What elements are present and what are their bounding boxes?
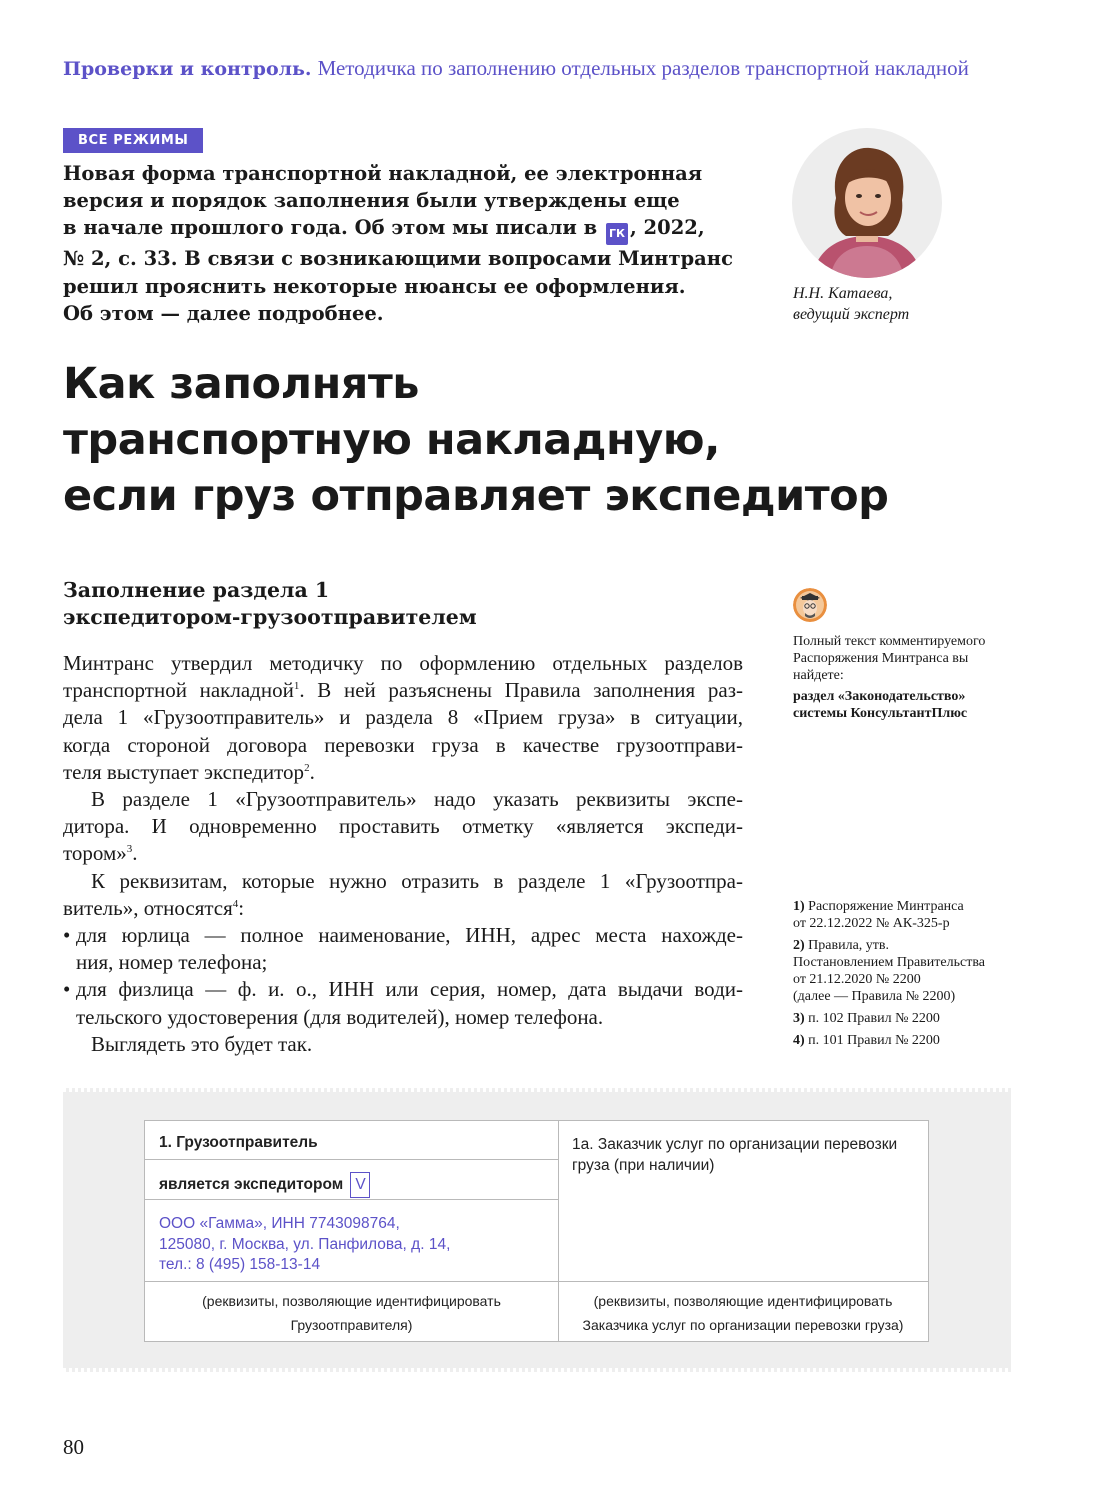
- title-line: если груз отправляет экспедитор: [63, 471, 889, 521]
- footnotes: [793, 898, 1033, 1054]
- section-1a-label: 1а. Заказчик услуг по организации перевозки груза (при наличии): [572, 1136, 898, 1174]
- consultant-plus-icon: [793, 588, 827, 622]
- lead-paragraph: [63, 160, 753, 327]
- body-line: Минтранс утвердил методичку по оформлению отдельных разделов: [63, 651, 743, 675]
- caption-customer: (реквизиты, позволяющие идентифицировать Заказчика услуг по организации перевозки груза): [582, 1293, 904, 1333]
- lead-line: № 2, с. 33. В связи с возникающими вопросами Минтранс: [63, 247, 733, 271]
- footnote-ref: 1: [293, 680, 300, 693]
- bullet-line: • для юрлица — полное наименование, ИНН, адрес места нахожде-: [63, 922, 743, 949]
- header-section: Проверки и контроль.: [63, 58, 312, 80]
- author-caption: [793, 283, 1013, 325]
- note-line-bold: раздел «Законодательство»: [793, 689, 966, 704]
- tax-regime-badge: ВСЕ РЕЖИМЫ: [63, 128, 203, 153]
- shipper-details: [159, 1214, 450, 1276]
- bullet-line: ния, номер телефона;: [76, 950, 268, 975]
- row-divider: [145, 1199, 558, 1200]
- header-subtitle: Методичка по заполнению отдельных разделов транспортной накладной: [317, 56, 969, 80]
- waybill-section-1-form: [144, 1120, 929, 1342]
- body-line: витель», относятся$^4$:: [63, 895, 245, 920]
- page-number: 80: [63, 1435, 84, 1459]
- shipper-line: 125080, г. Москва, ул. Панфилова, д. 14,: [159, 1235, 451, 1253]
- running-header: [63, 56, 1063, 81]
- title-line: транспортную накладную,: [63, 415, 720, 465]
- shipper-line: тел.: 8 (495) 158-13-14: [159, 1256, 321, 1273]
- article-body: [63, 650, 743, 1058]
- body-line: транспортной накладной$^1$. В ней разъяснены Правила заполнения раз-: [63, 678, 743, 703]
- lead-line: версия и порядок заполнения были утверждены еще: [63, 189, 680, 213]
- footnote-item: 1) Распоряжение Минтранса от 22.12.2022 № АК-325-р: [793, 899, 964, 931]
- body-line: дела 1 «Грузоотправитель» и раздела 8 «Прием груза» в ситуации,: [63, 705, 743, 730]
- shipper-line: ООО «Гамма», ИНН 7743098764,: [159, 1215, 400, 1232]
- body-line: дитора. И одновременно проставить отметку «является экспеди-: [63, 814, 743, 839]
- bullet-icon: •: [63, 923, 71, 948]
- lead-line: Новая форма транспортной накладной, ее электронная: [63, 162, 703, 185]
- lead-line: Об этом — далее подробнее.: [63, 301, 384, 325]
- author-name: Н.Н. Катаева,: [793, 285, 893, 302]
- note-line-bold: системы КонсультантПлюс: [793, 706, 968, 721]
- heading-line: Заполнение раздела 1: [63, 578, 330, 602]
- body-line: теля выступает экспедитор$^2$.: [63, 759, 315, 784]
- body-line: Выглядеть это будет так.: [91, 1031, 313, 1056]
- row-divider: [145, 1159, 558, 1160]
- bullet-icon: •: [63, 977, 71, 1002]
- heading-line: экспедитором-грузоотправителем: [63, 605, 477, 629]
- gk-journal-logo-icon: ГК: [606, 223, 628, 245]
- body-line: когда стороной договора перевозки груза в качестве грузоотправи-: [63, 732, 743, 757]
- sidebar-note: [793, 633, 1033, 722]
- expeditor-flag: является экспедитором V: [159, 1172, 370, 1198]
- footnote-item: 2) Правила, утв. Постановлением Правительства от 21.12.2020 № 2200 (далее — Правила № 2200): [793, 938, 985, 1004]
- bullet-line: • для физлица — ф. и. о., ИНН или серия, номер, дата выдачи води-: [63, 976, 743, 1003]
- column-divider: [558, 1121, 559, 1281]
- note-line: Полный текст комментируемого: [793, 634, 986, 649]
- note-line: Распоряжения Минтранса вы: [793, 651, 969, 666]
- footnote-ref: 2: [304, 761, 310, 774]
- bullet-line: тельского удостоверения (для водителей), номер телефона.: [76, 1004, 604, 1029]
- body-line: К реквизитам, которые нужно отразить в разделе 1 «Грузоотпра-: [91, 868, 743, 893]
- expeditor-checkbox[interactable]: V: [350, 1172, 370, 1198]
- article-title: [63, 356, 1063, 524]
- note-line: найдете:: [793, 668, 844, 683]
- footnote-item: 3) п. 102 Правил № 2200: [793, 1011, 940, 1026]
- title-line: Как заполнять: [63, 359, 419, 409]
- lead-line: решил прояснить некоторые нюансы ее оформления.: [63, 274, 686, 298]
- body-line: тором»$^3$.: [63, 841, 138, 866]
- caption-shipper: (реквизиты, позволяющие идентифицировать Грузоотправителя): [202, 1293, 501, 1333]
- lead-line: в начале прошлого года. Об этом мы писали в ГК , 2022,: [63, 214, 753, 245]
- author-role: ведущий эксперт: [793, 306, 910, 323]
- row-divider: [145, 1281, 928, 1282]
- footnote-ref: 4: [232, 897, 239, 910]
- section-1-label: 1. Грузоотправитель: [159, 1134, 318, 1151]
- body-line: В разделе 1 «Грузоотправитель» надо указать реквизиты экспе-: [91, 787, 743, 812]
- footnote-ref: 3: [126, 843, 133, 856]
- footnote-item: 4) п. 101 Правил № 2200: [793, 1033, 940, 1048]
- author-photo: [792, 128, 942, 278]
- section-heading: [63, 577, 743, 631]
